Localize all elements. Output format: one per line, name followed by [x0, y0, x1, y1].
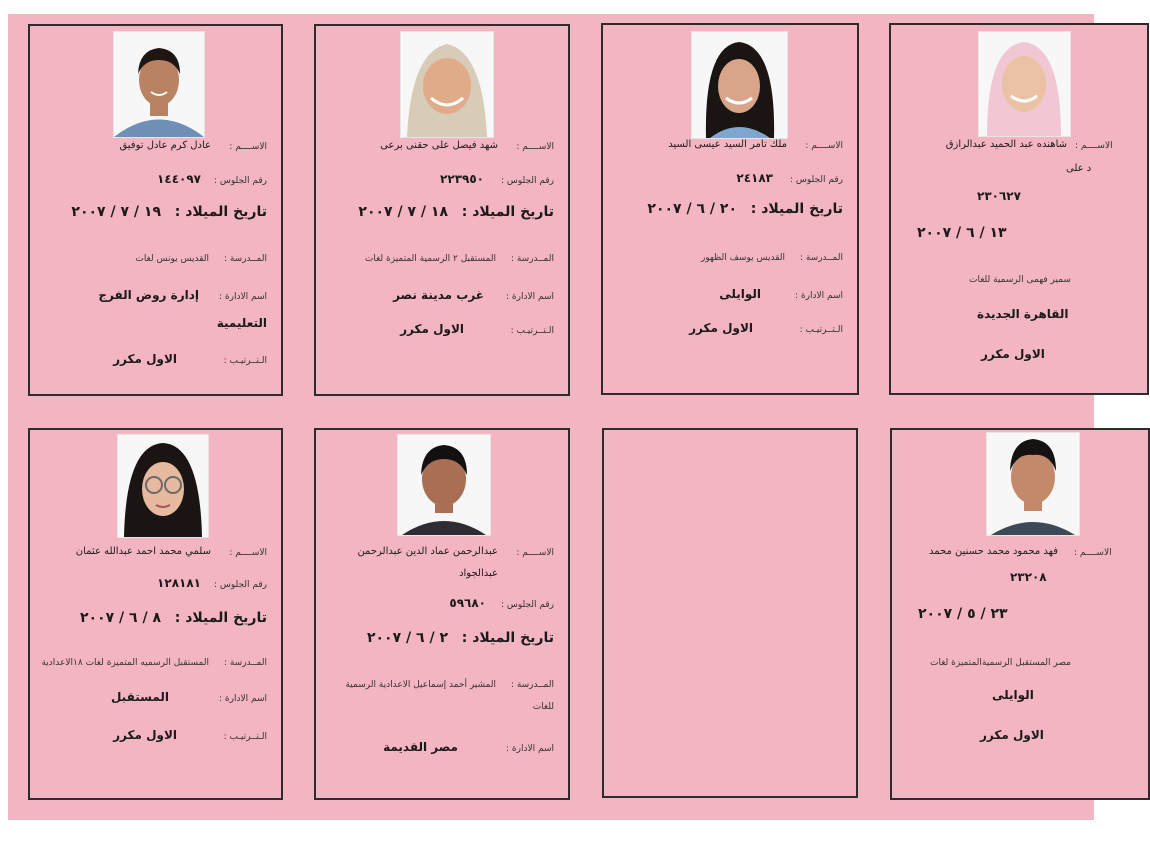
rank-value: الاول مكرر: [981, 347, 1045, 361]
rank-value: الاول مكرر: [980, 728, 1044, 742]
student-name: عبدالرحمن عماد الدين عبدالرحمن: [357, 546, 498, 557]
name-label: الاســــم :: [516, 142, 554, 152]
seat-number: ٢٢٣٩٥٠: [440, 172, 484, 186]
birth-label: تاريخ الميلاد :: [174, 204, 267, 220]
student-photo: [400, 31, 494, 138]
admin-name-line2: التعليمية: [216, 316, 267, 330]
birth-date: ٢٠ / ٦ / ٢٠٠٧: [647, 201, 737, 217]
student-name: ملك تامر السيد عيسى السيد: [668, 139, 787, 150]
school-label: المــدرسة :: [510, 680, 554, 690]
student-name: شهد فيصل على حقنى برعى: [380, 140, 498, 151]
birth-date: ٨ / ٦ / ٢٠٠٧: [79, 610, 161, 626]
name-label: الاســــم :: [1075, 141, 1113, 151]
school-name: سمير فهمى الرسمية للغات: [969, 275, 1071, 285]
student-photo: [397, 434, 491, 536]
seat-label: رقم الجلوس :: [500, 600, 554, 610]
name-label: الاســــم :: [1074, 548, 1112, 558]
admin-name: الوايلى: [992, 688, 1034, 702]
birth-date: ١٣ / ٦ / ٢٠٠٧: [917, 225, 1007, 241]
rank-label: الـتــرتيـب :: [510, 326, 554, 336]
certificate-sheet: [8, 14, 1113, 820]
name-label: الاســــم :: [229, 548, 267, 558]
student-name: عادل كرم عادل توفيق: [119, 140, 211, 151]
rank-label: الـتــرتيـب :: [223, 356, 267, 366]
school-name: المشير أحمد إسماعيل الاعدادية الرسمية: [345, 680, 496, 690]
admin-name: غرب مدينة نصر: [393, 288, 484, 302]
student-card: [314, 24, 570, 396]
school-name: القديس يونس لغات: [135, 254, 209, 264]
seat-number: ٢٣٠٦٢٧: [977, 189, 1021, 203]
birth-date: ٢ / ٦ / ٢٠٠٧: [366, 630, 448, 646]
school-name: القديس يوسف الظهور: [700, 253, 785, 263]
student-name-line2: د على: [1066, 163, 1092, 174]
rank-value: الاول مكرر: [113, 728, 177, 742]
admin-label: اسم الادارة :: [506, 292, 554, 302]
school-name: مصر المستقبل الرسميةالمتميزة لغات: [930, 658, 1072, 668]
school-name: المستقبل الرسميه المتميزة لغات ١٨الاعدادية: [41, 658, 209, 668]
rank-value: الاول مكرر: [113, 352, 177, 366]
student-card: [890, 428, 1150, 800]
birth-label: تاريخ الميلاد :: [461, 630, 554, 646]
student-photo: [691, 31, 788, 139]
seat-number: ١٤٤٠٩٧: [157, 172, 201, 186]
admin-name: مصر القديمة: [383, 740, 458, 754]
admin-name: إدارة روض الفرج: [98, 288, 199, 302]
student-card: [28, 24, 283, 396]
student-photo: [117, 434, 209, 538]
student-photo: [978, 31, 1071, 137]
birth-label: تاريخ الميلاد :: [461, 204, 554, 220]
birth-date: ١٨ / ٧ / ٢٠٠٧: [358, 204, 448, 220]
school-label: المــدرسة :: [223, 254, 267, 264]
student-card: [601, 23, 859, 395]
seat-number: ٢٤١٨٣: [736, 171, 773, 185]
rank-value: الاول مكرر: [689, 321, 753, 335]
admin-label: اسم الادارة :: [506, 744, 554, 754]
birth-label: تاريخ الميلاد :: [750, 201, 843, 217]
student-card: [889, 23, 1149, 395]
admin-name: القاهرة الجديدة: [977, 307, 1069, 321]
student-name: سلمي محمد احمد عبدالله عثمان: [75, 546, 211, 557]
admin-label: اسم الادارة :: [219, 694, 267, 704]
admin-name: المستقبل: [110, 690, 169, 704]
admin-name: الوايلى: [719, 287, 761, 301]
school-label: المــدرسة :: [510, 254, 554, 264]
school-label: المــدرسة :: [223, 658, 267, 668]
name-label: الاســــم :: [516, 548, 554, 558]
seat-number: ٥٩٦٨٠: [449, 596, 486, 610]
name-label: الاســــم :: [229, 142, 267, 152]
seat-label: رقم الجلوس :: [213, 176, 267, 186]
seat-number: ١٢٨١٨١: [157, 576, 201, 590]
student-photo: [986, 432, 1080, 536]
seat-label: رقم الجلوس :: [789, 175, 843, 185]
name-label: الاســــم :: [805, 141, 843, 151]
rank-label: الـتــرتيـب :: [799, 325, 843, 335]
school-name: المستقبل ٢ الرسمية المتميزة لغات: [364, 254, 496, 264]
student-card: [28, 428, 283, 800]
school-name-line2: للغات: [532, 702, 554, 712]
student-name: شاهنده عبد الحميد عبدالرازق: [945, 139, 1067, 150]
student-photo: [113, 31, 205, 138]
student-name: فهد محمود محمد حسنين محمد: [929, 546, 1058, 557]
seat-label: رقم الجلوس :: [500, 176, 554, 186]
school-label: المــدرسة :: [799, 253, 843, 263]
rank-label: الـتــرتيـب :: [223, 732, 267, 742]
empty-card: [602, 428, 858, 798]
seat-label: رقم الجلوس :: [213, 580, 267, 590]
student-name-line2: عبدالجواد: [459, 568, 498, 579]
rank-value: الاول مكرر: [400, 322, 464, 336]
admin-label: اسم الادارة :: [219, 292, 267, 302]
birth-date: ٢٣ / ٥ / ٢٠٠٧: [918, 606, 1008, 622]
student-card: [314, 428, 570, 800]
admin-label: اسم الادارة :: [795, 291, 843, 301]
birth-label: تاريخ الميلاد :: [174, 610, 267, 626]
seat-number: ٢٣٢٠٨: [1010, 570, 1047, 584]
birth-date: ١٩ / ٧ / ٢٠٠٧: [71, 204, 161, 220]
